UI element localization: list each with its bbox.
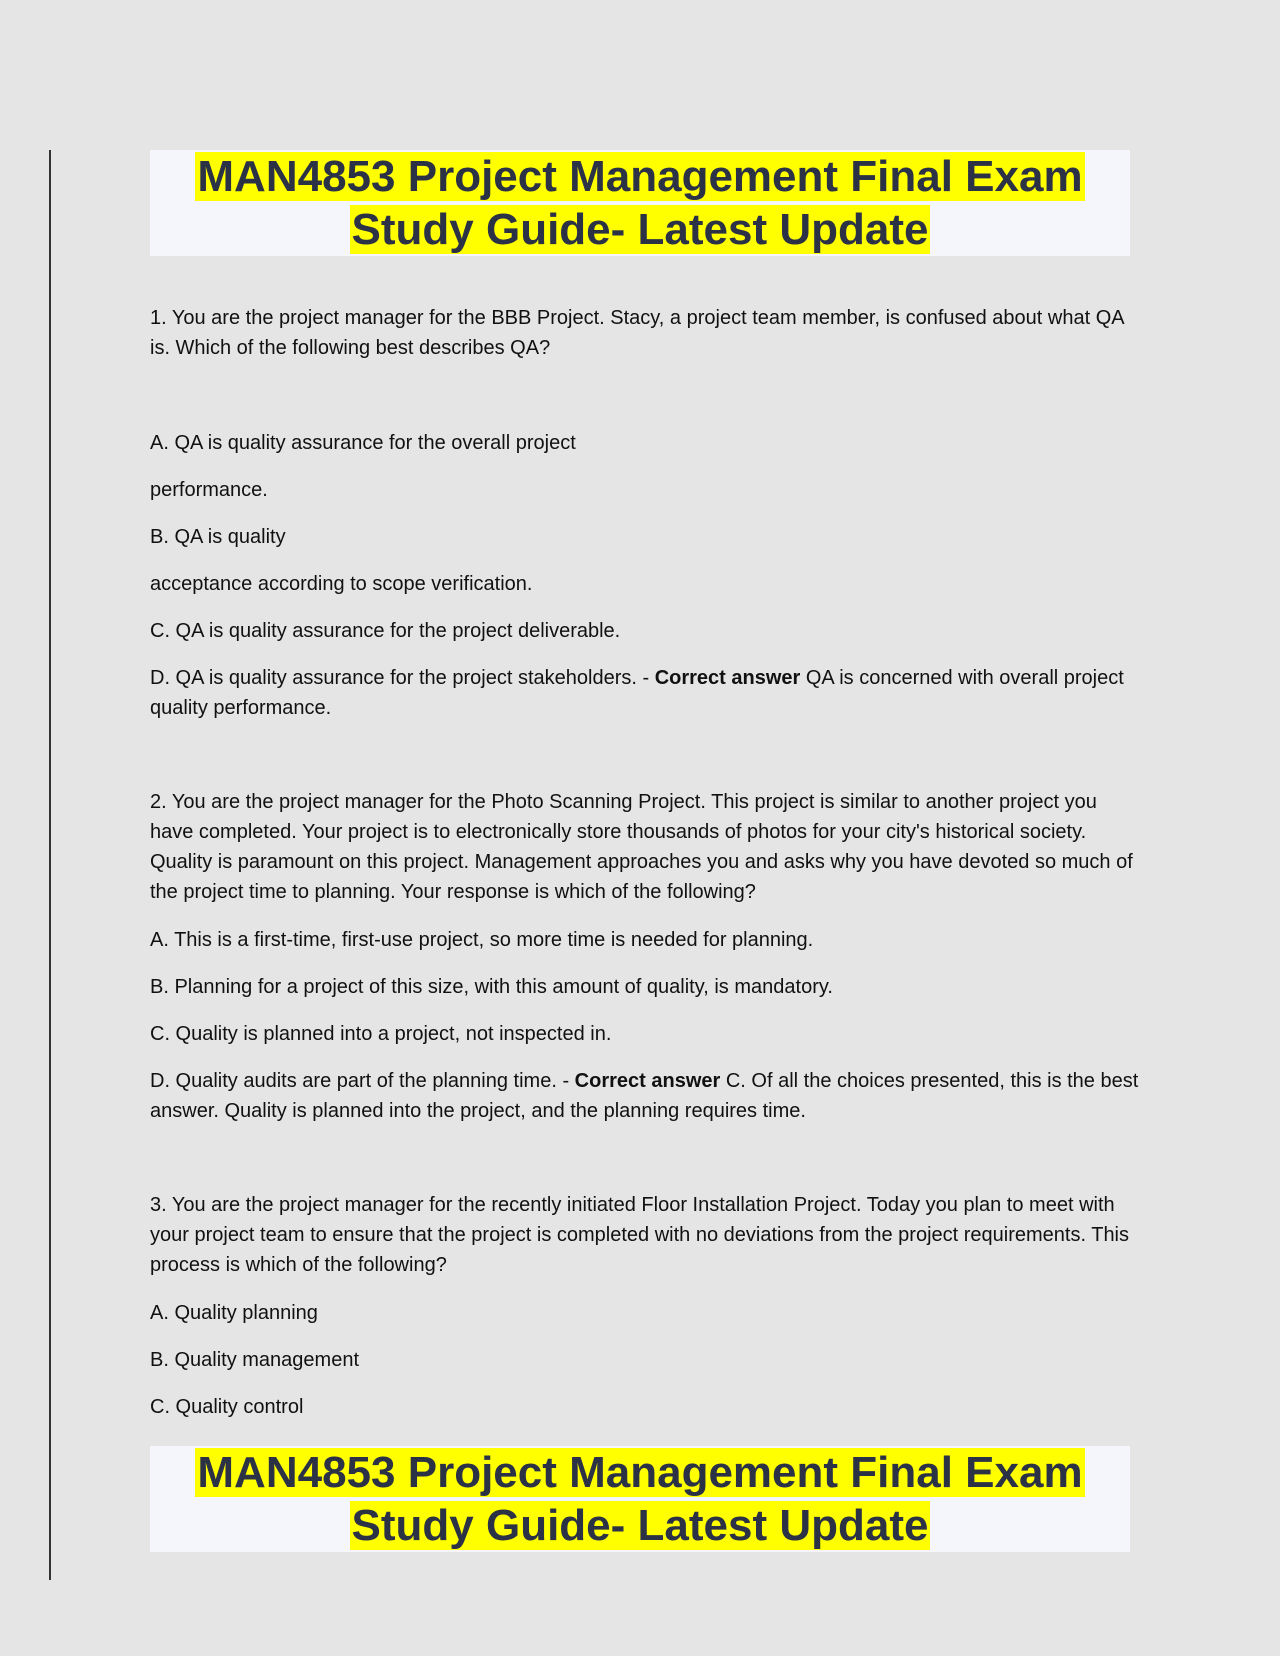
q3-option-a: A. Quality planning [150,1302,318,1324]
q1-option-b-line2: acceptance according to scope verification. [150,573,533,595]
q2-explanation: C. Of all the choices presented, this is the best answer. Quality is planned into the project, and the planning requires time. [150,1070,1139,1122]
q1-correct-label: Correct answer [654,667,801,689]
q2-question: 2. You are the project manager for the Photo Scanning Project. This project is similar to another project you have completed. Your project is to electronically store thousands of photos for your city's historical society. Quality is paramount on this project. Management approaches you and asks why you have devoted so much of the project time to planning. Your response is which of the following? [150,791,1133,903]
header-title-line1: MAN4853 Project Management Final Exam [197,152,1083,201]
q2-option-d-text: D. Quality audits are part of the planning time. - [150,1070,570,1092]
q3-option-b: B. Quality management [150,1349,359,1371]
q3-option-c: C. Quality control [150,1396,304,1418]
q2-option-d [150,1066,1140,1126]
q2-correct-label: Correct answer [574,1070,721,1092]
footer-title-line1: MAN4853 Project Management Final Exam [197,1448,1083,1497]
q1-option-d-text: D. QA is quality assurance for the project stakeholders. - [150,667,650,689]
q2-option-a: A. This is a first-time, first-use project, so more time is needed for planning. [150,929,814,951]
q1-option-a-line1: A. QA is quality assurance for the overall project [150,432,576,454]
q1-option-d [150,663,1140,723]
margin-rule [49,150,51,1580]
q1-option-c: C. QA is quality assurance for the project deliverable. [150,620,621,642]
footer-title [150,1446,1130,1552]
q3-question: 3. You are the project manager for the recently initiated Floor Installation Project. Today you plan to meet with your project team to ensure that the project is completed with no deviations from the project requirements. This process is which of the following? [150,1194,1130,1276]
q2-option-b: B. Planning for a project of this size, with this amount of quality, is mandatory. [150,976,833,998]
q2-option-c: C. Quality is planned into a project, not inspected in. [150,1023,612,1045]
q1-option-a-line2: performance. [150,479,268,501]
q1-question: 1. You are the project manager for the BBB Project. Stacy, a project team member, is confused about what QA is. Which of the following best describes QA? [150,307,1124,359]
header-title [150,150,1130,256]
q1-option-b-line1: B. QA is quality [150,526,286,548]
header-title-line2: Study Guide- Latest Update [351,205,929,254]
q1-explanation: QA is concerned with overall project quality performance. [150,667,1124,719]
footer-title-line2: Study Guide- Latest Update [351,1501,929,1550]
